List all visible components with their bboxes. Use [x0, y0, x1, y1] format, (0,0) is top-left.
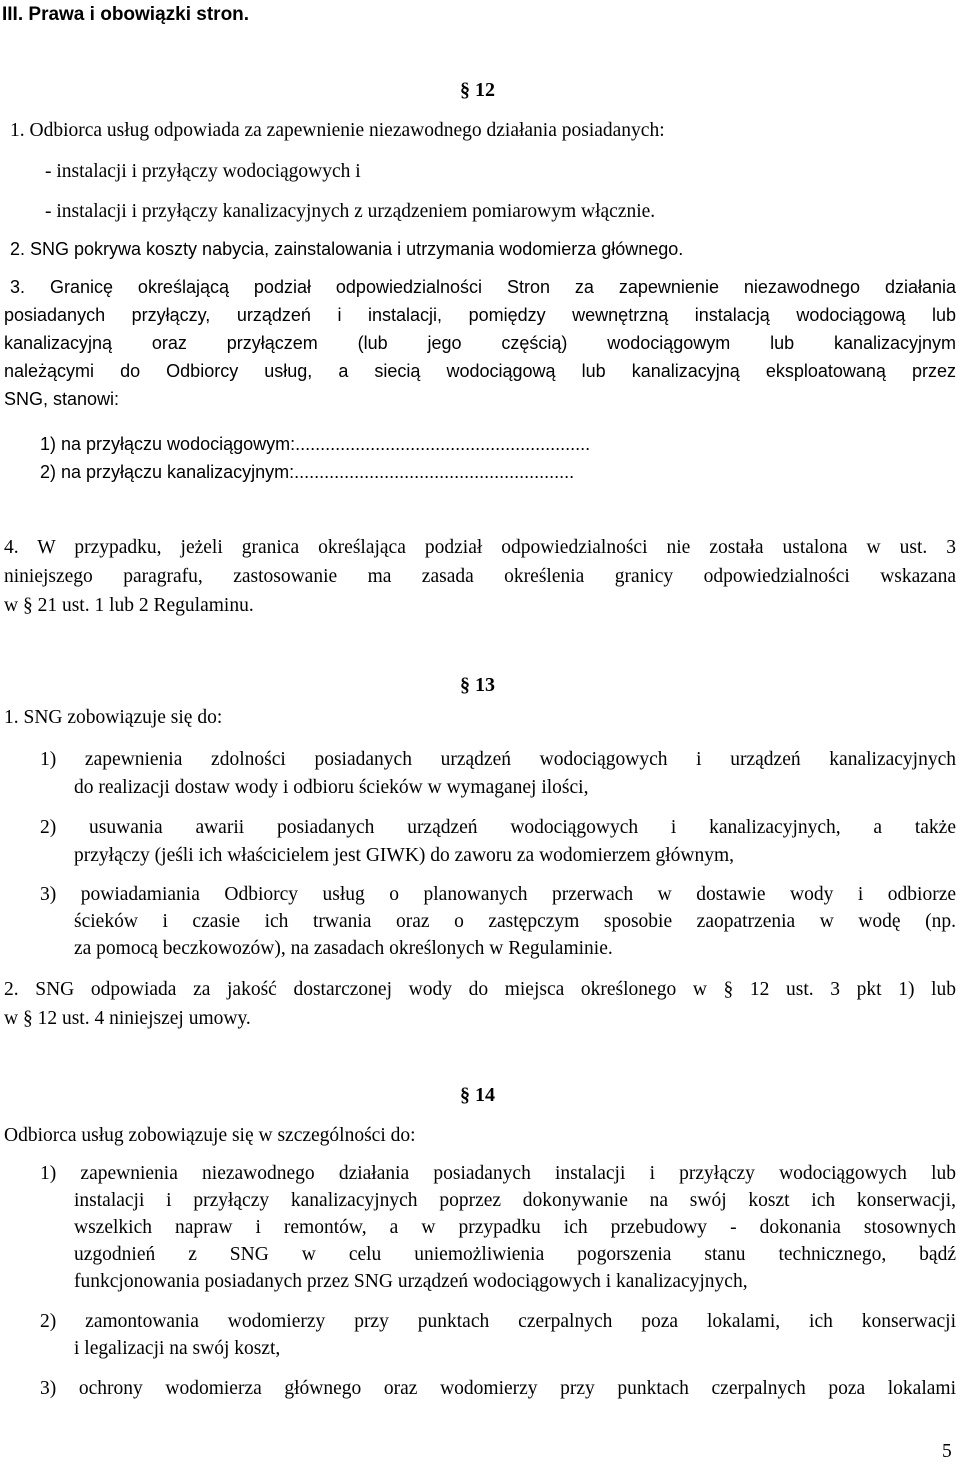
s14-item-line: 3) ochrony wodomierza głównego oraz wodomierzy przy punktach czerpalnych poza lokalami — [40, 1378, 956, 1399]
page-number: 5 — [942, 1441, 952, 1462]
section-heading: III. Prawa i obowiązki stron. — [2, 4, 250, 25]
s12-p3-line: 3. Granicę określającą podział odpowiedzialności Stron za zapewnienie niezawodnego działania — [10, 277, 956, 297]
s13-item-line: 3) powiadamiania Odbiorcy usług o planowanych przerwach w dostawie wody i odbiorze — [40, 884, 956, 905]
paragraph-12-number: § 12 — [460, 79, 495, 101]
s12-p3-item: 1) na przyłączu wodociągowym:........................................................... — [40, 434, 591, 454]
s14-item-line: instalacji i przyłączy kanalizacyjnych poprzez dokonywanie na swój koszt ich konserwacji, — [74, 1190, 956, 1211]
s13-intro: 1. SNG zobowiązuje się do: — [4, 707, 223, 728]
s13-item-line: 1) zapewnienia zdolności posiadanych urządzeń wodociągowych i urządzeń kanalizacyjnych — [40, 749, 956, 770]
s12-p3-line: należącymi do Odbiorcy usług, a siecią wodociągową lub kanalizacyjną eksploatowaną przez — [4, 361, 956, 381]
s13-item-line: ścieków i czasie ich trwania oraz o zastępczym sposobie zaopatrzenia w wodę (np. — [74, 911, 956, 932]
s14-item-line: funkcjonowania posiadanych przez SNG urządzeń wodociągowych i kanalizacyjnych, — [74, 1271, 748, 1292]
s12-p3-line: posiadanych przyłączy, urządzeń i instalacji, pomiędzy wewnętrzną instalacją wodociągową lub — [4, 305, 956, 325]
s14-item-line: 1) zapewnienia niezawodnego działania posiadanych instalacji i przyłączy wodociągowych lub — [40, 1163, 956, 1184]
s12-p3-line: kanalizacyjną oraz przyłączem (lub jego częścią) wodociągowym lub kanalizacyjnym — [4, 333, 956, 353]
s13-item-line: 2) usuwania awarii posiadanych urządzeń wodociągowych i kanalizacyjnych, a także — [40, 817, 956, 838]
s13-p2-line: 2. SNG odpowiada za jakość dostarczonej wody do miejsca określonego w § 12 ust. 3 pkt 1) lub — [4, 979, 956, 1000]
s13-p2-line: w § 12 ust. 4 niniejszej umowy. — [4, 1008, 251, 1029]
s12-p3-line: SNG, stanowi: — [4, 389, 120, 409]
s13-item-line: do realizacji dostaw wody i odbioru ścieków w wymaganej ilości, — [74, 777, 589, 798]
s12-p2: 2. SNG pokrywa koszty nabycia, zainstalowania i utrzymania wodomierza głównego. — [10, 239, 684, 259]
s14-item-line: wszelkich napraw i remontów, a w przypadku ich przebudowy - dokonania stosownych — [74, 1217, 956, 1238]
s12-p4-line: w § 21 ust. 1 lub 2 Regulaminu. — [4, 595, 254, 616]
s14-item-line: 2) zamontowania wodomierzy przy punktach czerpalnych poza lokalami, ich konserwacji — [40, 1311, 956, 1332]
s12-p3-item: 2) na przyłączu kanalizacyjnym:........................................................ — [40, 462, 575, 482]
s13-item-line: przyłączy (jeśli ich właścicielem jest GIWK) do zaworu za wodomierzem głównym, — [74, 845, 735, 866]
s14-item-line: uzgodnień z SNG w celu uniemożliwienia pogorszenia stanu technicznego, bądź — [74, 1244, 956, 1265]
s12-p4-line: niniejszego paragrafu, zastosowanie ma zasada określenia granicy odpowiedzialności wskazana — [4, 566, 956, 587]
s12-p1-item-a: - instalacji i przyłączy wodociągowych i — [45, 161, 361, 182]
s12-p1-item-b: - instalacji i przyłączy kanalizacyjnych z urządzeniem pomiarowym włącznie. — [45, 201, 656, 222]
s12-p4-line: 4. W przypadku, jeżeli granica określająca podział odpowiedzialności nie została ustalona w ust. 3 — [4, 537, 956, 558]
s14-intro: Odbiorca usług zobowiązuje się w szczególności do: — [4, 1125, 416, 1146]
s12-p1-intro: 1. Odbiorca usług odpowiada za zapewnienie niezawodnego działania posiadanych: — [10, 120, 665, 141]
paragraph-13-number: § 13 — [460, 674, 495, 696]
s13-item-line: za pomocą beczkowozów), na zasadach określonych w Regulaminie. — [74, 938, 613, 959]
paragraph-14-number: § 14 — [460, 1084, 495, 1106]
s14-item-line: i legalizacji na swój koszt, — [74, 1338, 281, 1359]
